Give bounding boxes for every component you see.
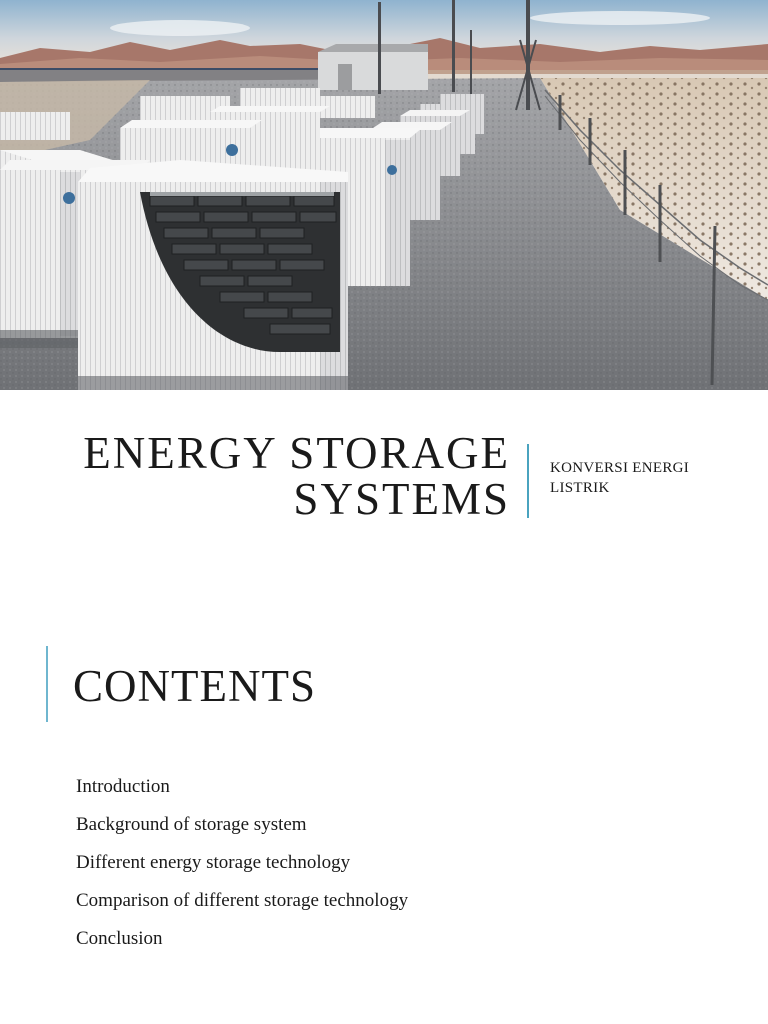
title-divider (527, 444, 529, 518)
contents-heading: CONTENTS (73, 661, 316, 711)
main-title-line-2: SYSTEMS (293, 474, 510, 524)
contents-item-conclusion: Conclusion (76, 928, 163, 949)
contents-accent-bar (46, 646, 48, 722)
main-title (83, 430, 510, 522)
contents-item-technologies: Different energy storage technology (76, 852, 351, 873)
subtitle-line-1: KONVERSI ENERGI (550, 460, 690, 476)
contents-item-comparison: Comparison of different storage technology (76, 890, 409, 911)
main-title-line-1: ENERGY STORAGE (83, 428, 510, 478)
subtitle (550, 458, 750, 498)
hero-image (0, 0, 768, 390)
contents-item-background: Background of storage system (76, 814, 307, 835)
subtitle-line-2: LISTRIK (550, 480, 610, 496)
contents-list (76, 768, 408, 958)
battery-facility-illustration (0, 0, 768, 390)
contents-item-introduction: Introduction (76, 776, 170, 797)
title-block (0, 428, 768, 528)
